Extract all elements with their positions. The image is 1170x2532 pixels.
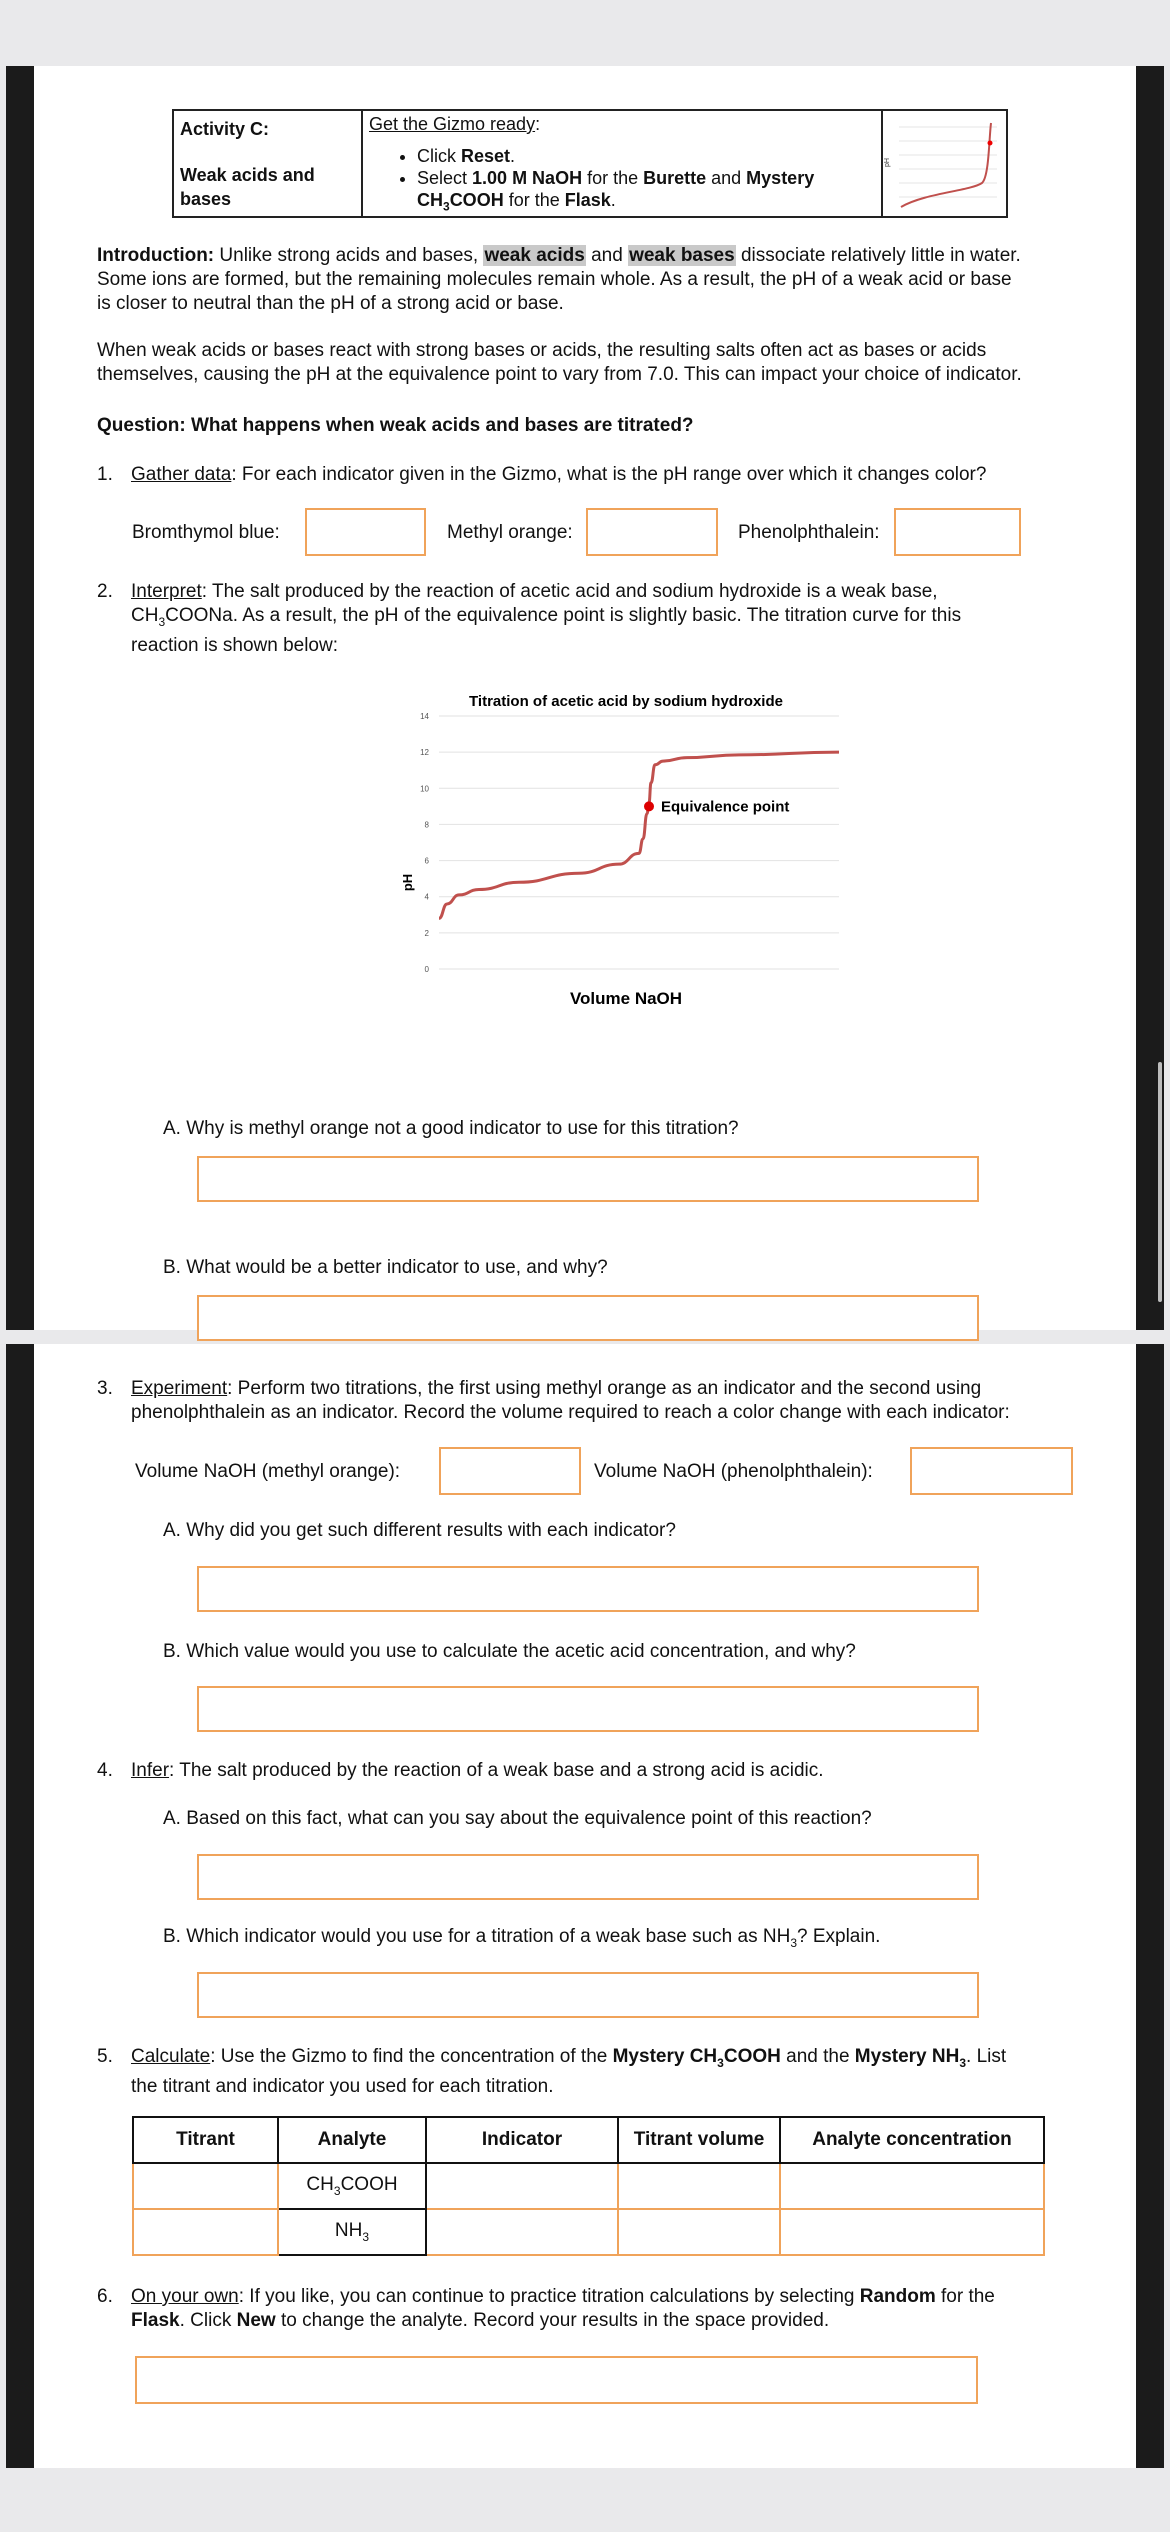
q2a-text: A. Why is methyl orange not a good indicator to use for this titration? bbox=[163, 1118, 739, 1139]
cell-indicator-1[interactable] bbox=[426, 2163, 618, 2209]
phenolphthalein-range-input[interactable] bbox=[894, 508, 1021, 556]
q4b-text: B. Which indicator would you use for a titration of a weak base such as $NH_3$? Explain. bbox=[163, 1926, 881, 1950]
q5-text: Calculate: Use the Gizmo to find the concentration of the Mystery $CH_3COOH$ and the Mystery $NH_3$. List the titrant and indicator you used for each titration. bbox=[131, 2046, 1007, 2097]
q2a-answer-input[interactable] bbox=[197, 1156, 979, 1202]
worksheet-page-1 bbox=[6, 66, 1164, 1330]
vol-methyl-orange-input[interactable] bbox=[439, 1447, 581, 1495]
q1-number: 1. bbox=[97, 464, 113, 485]
col-header-analyte: Analyte bbox=[278, 2117, 426, 2163]
methyl-orange-label: Methyl orange: bbox=[447, 522, 573, 543]
activity-topic-line2: bases bbox=[180, 189, 232, 209]
bromthymol-label: Bromthymol blue: bbox=[132, 522, 280, 543]
q2b-text: B. What would be a better indicator to use, and why? bbox=[163, 1257, 608, 1278]
activity-label: Activity C: bbox=[180, 119, 270, 139]
chart-equivalence-point-marker bbox=[644, 801, 654, 811]
chart-x-axis-label: Volume NaOH bbox=[569, 989, 683, 1008]
setup-step-select: • Select 1.00 M NaOH for the Burette and Mystery $CH_3COOH$ for the Flask. bbox=[417, 167, 874, 218]
col-header-titrant: Titrant bbox=[133, 2117, 278, 2163]
chart-y-tick-label: 12 bbox=[420, 748, 429, 758]
activity-topic-line1: Weak acids and bbox=[180, 165, 315, 185]
chart-y-tick-label: 14 bbox=[420, 712, 429, 721]
q3a-text: A. Why did you get such different results with each indicator? bbox=[163, 1520, 676, 1541]
cell-titrant-volume-2[interactable] bbox=[618, 2209, 780, 2255]
introduction-paragraph: Introduction: Unlike strong acids and bases, weak acids and weak bases dissociate relatively little in water. Some ions are formed, but the remaining molecules remain whole. As a result, the pH of a weak acid or base is closer to neutral than the pH of a strong acid or base. bbox=[97, 245, 1021, 314]
q4b-answer-input[interactable] bbox=[197, 1972, 979, 2018]
q6-answer-input[interactable] bbox=[135, 2356, 978, 2404]
table-row bbox=[133, 2163, 1044, 2209]
q4-text: Infer: The salt produced by the reaction of a weak base and a strong acid is acidic. bbox=[131, 1760, 824, 1781]
thumbnail-axis-label: pH bbox=[884, 158, 891, 167]
phenolphthalein-label: Phenolphthalein: bbox=[738, 522, 880, 543]
chart-y-tick-label: 10 bbox=[420, 784, 429, 794]
bromthymol-range-input[interactable] bbox=[305, 508, 426, 556]
gizmo-setup-cell bbox=[369, 111, 874, 218]
vertical-scrollbar-thumb[interactable] bbox=[1158, 1062, 1162, 1302]
chart-title: Titration of acetic acid by sodium hydroxide bbox=[469, 693, 783, 710]
vol-phenolphthalein-label: Volume NaOH (phenolphthalein): bbox=[594, 1461, 873, 1482]
q4a-text: A. Based on this fact, what can you say about the equivalence point of this reaction? bbox=[163, 1808, 872, 1829]
cell-analyte-1: $CH_3COOH$ bbox=[278, 2163, 426, 2209]
chart-y-tick-label: 6 bbox=[424, 856, 429, 866]
chart-equivalence-label: Equivalence point bbox=[661, 798, 790, 816]
cell-titrant-2[interactable] bbox=[133, 2209, 278, 2255]
col-header-indicator: Indicator bbox=[426, 2117, 618, 2163]
activity-title-cell bbox=[174, 111, 363, 216]
get-ready-heading: Get the Gizmo ready: bbox=[369, 114, 541, 134]
results-table bbox=[132, 2116, 1045, 2256]
results-table-header-row bbox=[133, 2117, 1044, 2163]
worksheet-page-2 bbox=[6, 1344, 1164, 2468]
q3a-answer-input[interactable] bbox=[197, 1566, 979, 1612]
q3-text: Experiment: Perform two titrations, the first using methyl orange as an indicator and the second using phenolphthalein as an indicator. Record the volume required to reach a color change with each indicator: bbox=[131, 1378, 1010, 1423]
chart-y-tick-label: 8 bbox=[424, 820, 429, 830]
q5-number: 5. bbox=[97, 2046, 113, 2067]
col-header-analyte-concentration: Analyte concentration bbox=[780, 2117, 1044, 2163]
q3-number: 3. bbox=[97, 1378, 113, 1399]
q3b-answer-input[interactable] bbox=[197, 1686, 979, 1732]
cell-analyte-concentration-1[interactable] bbox=[780, 2163, 1044, 2209]
question-heading: Question: What happens when weak acids and bases are titrated? bbox=[97, 415, 694, 436]
setup-steps-list bbox=[369, 145, 874, 218]
q6-number: 6. bbox=[97, 2286, 113, 2307]
table-row bbox=[133, 2209, 1044, 2255]
chart-y-tick-label: 2 bbox=[424, 928, 429, 938]
chart-series-line bbox=[439, 752, 839, 918]
cell-titrant-1[interactable] bbox=[133, 2163, 278, 2209]
cell-titrant-volume-1[interactable] bbox=[618, 2163, 780, 2209]
q3b-text: B. Which value would you use to calculate the acetic acid concentration, and why? bbox=[163, 1641, 856, 1662]
titration-curve-chart bbox=[400, 686, 864, 1026]
chart-y-tick-label: 0 bbox=[424, 965, 429, 974]
indicator-context-paragraph: When weak acids or bases react with strong bases or acids, the resulting salts often act as bases or acids themselves, causing the pH at the equivalence point to vary from 7.0. This can impact your choice of indicator. bbox=[97, 340, 1022, 385]
q6-text: On your own: If you like, you can continue to practice titration calculations by selecting Random for the Flask. Click New to change the analyte. Record your results in the space provided. bbox=[131, 2286, 995, 2331]
q2-text: Interpret: The salt produced by the reaction of acetic acid and sodium hydroxide is a weak base, $CH_3COONa$. As a result, the pH of the equivalence point is slightly basic. The titration curve for this reaction is shown below: bbox=[131, 581, 962, 656]
cell-indicator-2[interactable] bbox=[426, 2209, 618, 2255]
q1-text: Gather data: For each indicator given in the Gizmo, what is the pH range over which it changes color? bbox=[131, 464, 987, 485]
cell-analyte-concentration-2[interactable] bbox=[780, 2209, 1044, 2255]
setup-step-reset: • Click Reset. bbox=[417, 145, 874, 167]
thumbnail-cell bbox=[881, 111, 891, 216]
methyl-orange-range-input[interactable] bbox=[586, 508, 718, 556]
q4-number: 4. bbox=[97, 1760, 113, 1781]
vol-methyl-orange-label: Volume NaOH (methyl orange): bbox=[135, 1461, 401, 1482]
q2-number: 2. bbox=[97, 581, 113, 602]
titration-thumbnail-graph bbox=[885, 113, 1005, 213]
activity-header-table bbox=[172, 109, 1008, 218]
vol-phenolphthalein-input[interactable] bbox=[910, 1447, 1073, 1495]
chart-y-axis-label: pH bbox=[400, 873, 415, 892]
col-header-titrant-volume: Titrant volume bbox=[618, 2117, 780, 2163]
q2b-answer-input[interactable] bbox=[197, 1295, 979, 1341]
q4a-answer-input[interactable] bbox=[197, 1854, 979, 1900]
cell-analyte-2: $NH_3$ bbox=[278, 2209, 426, 2255]
thumbnail-equivalence-marker bbox=[988, 141, 993, 146]
chart-y-tick-label: 4 bbox=[424, 892, 429, 902]
